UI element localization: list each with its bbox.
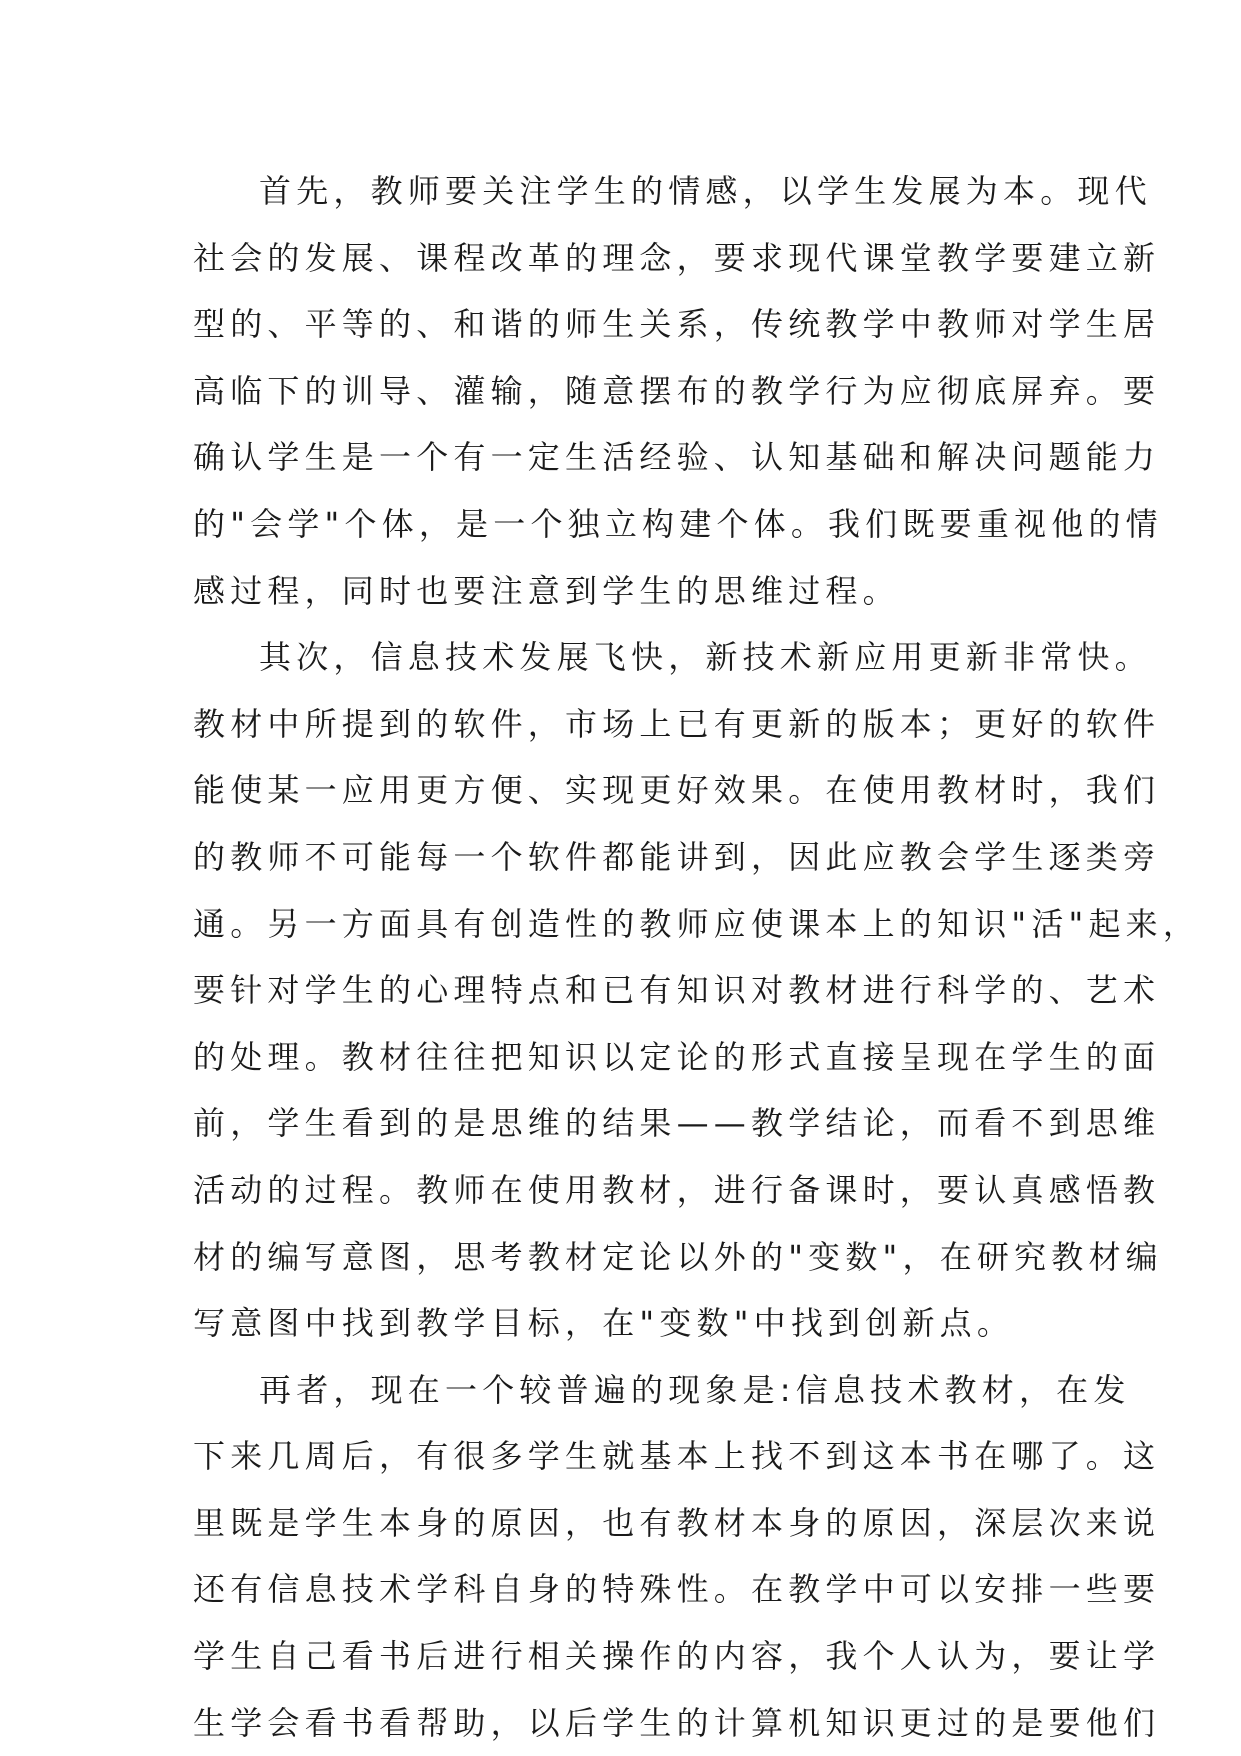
document-body bbox=[193, 158, 1201, 1756]
paragraph-line: 确认学生是一个有一定生活经验、认知基础和解决问题能力 bbox=[193, 438, 1161, 477]
paragraph-line: 要针对学生的心理特点和已有知识对教材进行科学的、艺术 bbox=[193, 971, 1161, 1010]
paragraph-line: 通。另一方面具有创造性的教师应使课本上的知识"活"起来， bbox=[193, 904, 1201, 943]
paragraph-line: 的"会学"个体，是一个独立构建个体。我们既要重视他的情 bbox=[193, 504, 1163, 543]
paragraph-line: 能使某一应用更方便、实现更好效果。在使用教材时，我们 bbox=[193, 771, 1161, 810]
paragraph-line: 前，学生看到的是思维的结果——教学结论，而看不到思维 bbox=[193, 1104, 1161, 1143]
paragraph-line: 写意图中找到教学目标，在"变数"中找到创新点。 bbox=[193, 1304, 1015, 1343]
paragraph-3 bbox=[193, 1357, 1161, 1756]
paragraph-line: 首先，教师要关注学生的情感，以学生发展为本。现代 bbox=[259, 172, 1152, 210]
paragraph-line: 活动的过程。教师在使用教材，进行备课时，要认真感悟教 bbox=[193, 1170, 1161, 1209]
paragraph-line: 高临下的训导、灌输，随意摆布的教学行为应彻底屏弃。要 bbox=[193, 371, 1161, 410]
paragraph-line: 的教师不可能每一个软件都能讲到，因此应教会学生逐类旁 bbox=[193, 837, 1161, 876]
paragraph-line: 学生自己看书后进行相关操作的内容，我个人认为，要让学 bbox=[193, 1637, 1161, 1676]
paragraph-line: 的处理。教材往往把知识以定论的形式直接呈现在学生的面 bbox=[193, 1037, 1161, 1076]
paragraph-line: 型的、平等的、和谐的师生关系，传统教学中教师对学生居 bbox=[193, 305, 1161, 344]
paragraph-1 bbox=[193, 158, 1163, 624]
paragraph-line: 教材中所提到的软件，市场上已有更新的版本；更好的软件 bbox=[193, 704, 1161, 743]
paragraph-2 bbox=[193, 624, 1201, 1357]
paragraph-line: 社会的发展、课程改革的理念，要求现代课堂教学要建立新 bbox=[193, 238, 1161, 277]
paragraph-line: 下来几周后，有很多学生就基本上找不到这本书在哪了。这 bbox=[193, 1437, 1161, 1476]
paragraph-line: 感过程，同时也要注意到学生的思维过程。 bbox=[193, 571, 900, 610]
paragraph-line: 里既是学生本身的原因，也有教材本身的原因，深层次来说 bbox=[193, 1503, 1161, 1542]
paragraph-line: 材的编写意图，思考教材定论以外的"变数"，在研究教材编 bbox=[193, 1237, 1163, 1276]
paragraph-line: 其次，信息技术发展飞快，新技术新应用更新非常快。 bbox=[259, 638, 1152, 677]
paragraph-line: 还有信息技术学科自身的特殊性。在教学中可以安排一些要 bbox=[193, 1570, 1161, 1609]
paragraph-line: 再者，现在一个较普遍的现象是:信息技术教材，在发 bbox=[259, 1370, 1131, 1409]
paragraph-line: 生学会看书看帮助，以后学生的计算机知识更过的是要他们 bbox=[193, 1703, 1161, 1742]
